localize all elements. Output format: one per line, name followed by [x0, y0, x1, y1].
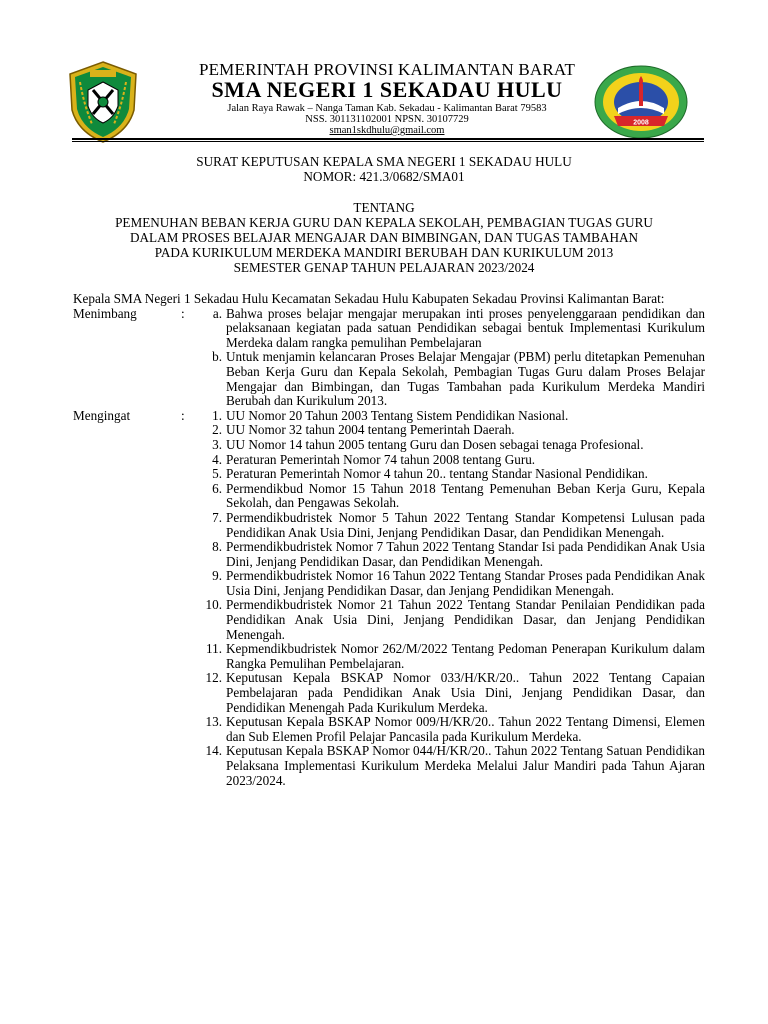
- list-text: Peraturan Pemerintah Nomor 74 tahun 2008 tentang Guru.: [226, 451, 536, 467]
- decree-body: [73, 292, 705, 788]
- list-text: Keputusan Kepala BSKAP Nomor 009/H/KR/20.. Tahun 2022 Tentang Dimensi, Elemen dan Sub Elemen Profil Pelajar Pancasila pada Kurikulum Merdeka.: [226, 714, 705, 744]
- letterhead: [150, 60, 624, 136]
- list-marker: 2.: [212, 422, 222, 438]
- mengingat-item: [199, 671, 705, 715]
- province-emblem-logo: [66, 60, 140, 144]
- mengingat-item: [199, 569, 705, 598]
- list-marker: b.: [212, 349, 222, 365]
- topic-line: PEMENUHAN BEBAN KERJA GURU DAN KEPALA SEKOLAH, PEMBAGIAN TUGAS GURU: [115, 215, 653, 230]
- list-marker: 7.: [212, 509, 222, 525]
- mengingat-item: [199, 511, 705, 540]
- mengingat-item: [199, 744, 705, 788]
- list-text: UU Nomor 20 Tahun 2003 Tentang Sistem Pendidikan Nasional.: [226, 407, 569, 423]
- list-text: UU Nomor 32 tahun 2004 tentang Pemerintah Daerah.: [226, 422, 515, 438]
- mengingat-item: [199, 642, 705, 671]
- mengingat-item: [199, 409, 705, 424]
- mengingat-item: [199, 453, 705, 468]
- list-marker: 10.: [205, 597, 222, 613]
- logo-year: 2008: [633, 119, 649, 127]
- intro-paragraph: Kepala SMA Negeri 1 Sekadau Hulu Kecamatan Sekadau Hulu Kabupaten Sekadau Provinsi Kalimantan Barat:: [73, 291, 665, 306]
- decree-title: [60, 154, 708, 184]
- mengingat-item: [199, 438, 705, 453]
- decree-topic: [60, 200, 708, 275]
- mengingat-item: [199, 715, 705, 744]
- school-emblem-logo: [594, 64, 688, 140]
- list-text: Permendikbudristek Nomor 7 Tahun 2022 Tentang Standar Isi pada Pendidikan Anak Usia Dini, Jenjang Pendidikan Dasar, dan Pendidikan Menengah.: [226, 539, 705, 569]
- government-name: PEMERINTAH PROVINSI KALIMANTAN BARAT: [198, 60, 576, 79]
- list-text: Peraturan Pemerintah Nomor 4 tahun 20.. tentang Standar Nasional Pendidikan.: [226, 466, 648, 482]
- mengingat-label: Mengingat: [73, 407, 131, 423]
- topic-line: DALAM PROSES BELAJAR MENGAJAR DAN BIMBINGAN, DAN TUGAS TAMBAHAN: [129, 230, 639, 245]
- list-text: Permendikbudristek Nomor 5 Tahun 2022 Tentang Standar Kompetensi Lulusan pada Pendidikan Anak Usia Dini, Jenjang Pendidikan Dasar, dan Pendidikan Menengah.: [226, 509, 705, 540]
- list-marker: 1.: [212, 407, 222, 423]
- menimbang-list: [199, 307, 705, 409]
- menimbang-label: Menimbang: [73, 305, 137, 321]
- list-marker: 11.: [206, 641, 222, 657]
- list-marker: 3.: [212, 436, 222, 452]
- mengingat-list: [199, 409, 705, 788]
- mengingat-item: [199, 482, 705, 511]
- list-marker: 8.: [212, 539, 222, 555]
- mengingat-item: [199, 598, 705, 642]
- decree-number: NOMOR: 421.3/0682/SMA01: [303, 169, 465, 184]
- mengingat-item: [199, 540, 705, 569]
- mengingat-item: [199, 467, 705, 482]
- list-text: Keputusan Kepala BSKAP Nomor 033/H/KR/20.. Tahun 2022 Tentang Capaian Pembelajaran pada Pendidikan Anak Usia Dini, Jenjang Pendidikan Dasar, dan Pendidikan Menengah Pada Kurikulum Merdeka.: [226, 670, 705, 715]
- header-rule-thin: [72, 141, 704, 142]
- list-marker: 6.: [212, 480, 222, 496]
- list-text: Kepmendikbudristek Nomor 262/M/2022 Tentang Pedoman Penerapan Kurikulum dalam Rangka Pemulihan Pembelajaran.: [226, 641, 705, 671]
- list-text: UU Nomor 14 tahun 2005 tentang Guru dan Dosen sebagai tenaga Profesional.: [226, 436, 644, 452]
- school-address: Jalan Raya Rawak – Nanga Taman Kab. Sekadau - Kalimantan Barat 79583: [227, 103, 547, 114]
- list-marker: 9.: [212, 568, 222, 584]
- menimbang-item: [199, 307, 705, 351]
- mengingat-section: [73, 409, 705, 788]
- list-text: Permendikbud Nomor 15 Tahun 2018 Tentang Pemenuhan Beban Kerja Guru, Kepala Sekolah, dan Pengawas Sekolah.: [226, 480, 705, 511]
- menimbang-colon: :: [181, 305, 185, 321]
- mengingat-colon: :: [181, 407, 185, 423]
- list-text: Permendikbudristek Nomor 16 Tahun 2022 Tentang Standar Proses pada Pendidikan Anak Usia Dini, Jenjang Pendidikan Dasar, dan Jenjang Pendidikan Menengah.: [226, 568, 705, 598]
- list-text: Untuk menjamin kelancaran Proses Belajar Mengajar (PBM) perlu ditetapkan Pemenuhan Beban Kerja Guru dan Kepala Sekolah, Pembagian Tugas Guru dalam Proses Belajar Mengajar dan Bimbingan, dan Tugas Tambahan pada Kurikulum Merdeka Mandiri Berubah dan Kurikulum 2013.: [226, 349, 705, 409]
- list-text: Keputusan Kepala BSKAP Nomor 044/H/KR/20.. Tahun 2022 Tentang Satuan Pendidikan Pelaksana Implementasi Kurikulum Merdeka Melalui Jalur Mandiri pada Tahun Ajaran 2023/2024.: [226, 743, 705, 788]
- list-text: Bahwa proses belajar mengajar merupakan inti proses penyelenggaraan pendidikan dan pelaksanaan kegiatan pada satuan Pendidikan sebagai bentuk Implementasi Kurikulum Merdeka dalam rangka pemulihan Pembelajaran: [226, 305, 705, 350]
- topic-line: SEMESTER GENAP TAHUN PELAJARAN 2023/2024: [233, 260, 535, 275]
- school-ids: NSS. 301131102001 NPSN. 30107729: [305, 114, 469, 125]
- header-rule-thick: [72, 138, 704, 140]
- list-marker: 14.: [205, 743, 222, 759]
- mengingat-item: [199, 423, 705, 438]
- list-marker: 13.: [205, 714, 222, 730]
- list-marker: 4.: [212, 451, 222, 467]
- menimbang-item: [199, 350, 705, 408]
- school-email: sman1skdhulu@gmail.com: [329, 125, 445, 136]
- list-marker: 5.: [212, 466, 222, 482]
- list-marker: a.: [212, 305, 222, 321]
- topic-line: PADA KURIKULUM MERDEKA MANDIRI BERUBAH DAN KURIKULUM 2013: [154, 245, 614, 260]
- menimbang-section: [73, 307, 705, 409]
- decree-title-line1: SURAT KEPUTUSAN KEPALA SMA NEGERI 1 SEKADAU HULU: [196, 154, 572, 169]
- school-name: SMA NEGERI 1 SEKADAU HULU: [211, 77, 563, 102]
- topic-label: TENTANG: [353, 200, 415, 215]
- list-marker: 12.: [205, 670, 222, 686]
- list-text: Permendikbudristek Nomor 21 Tahun 2022 Tentang Standar Penilaian Pendidikan pada Pendidikan Anak Usia Dini, Jenjang Pendidikan Dasar, dan Jenjang Pendidikan Menengah.: [226, 597, 705, 642]
